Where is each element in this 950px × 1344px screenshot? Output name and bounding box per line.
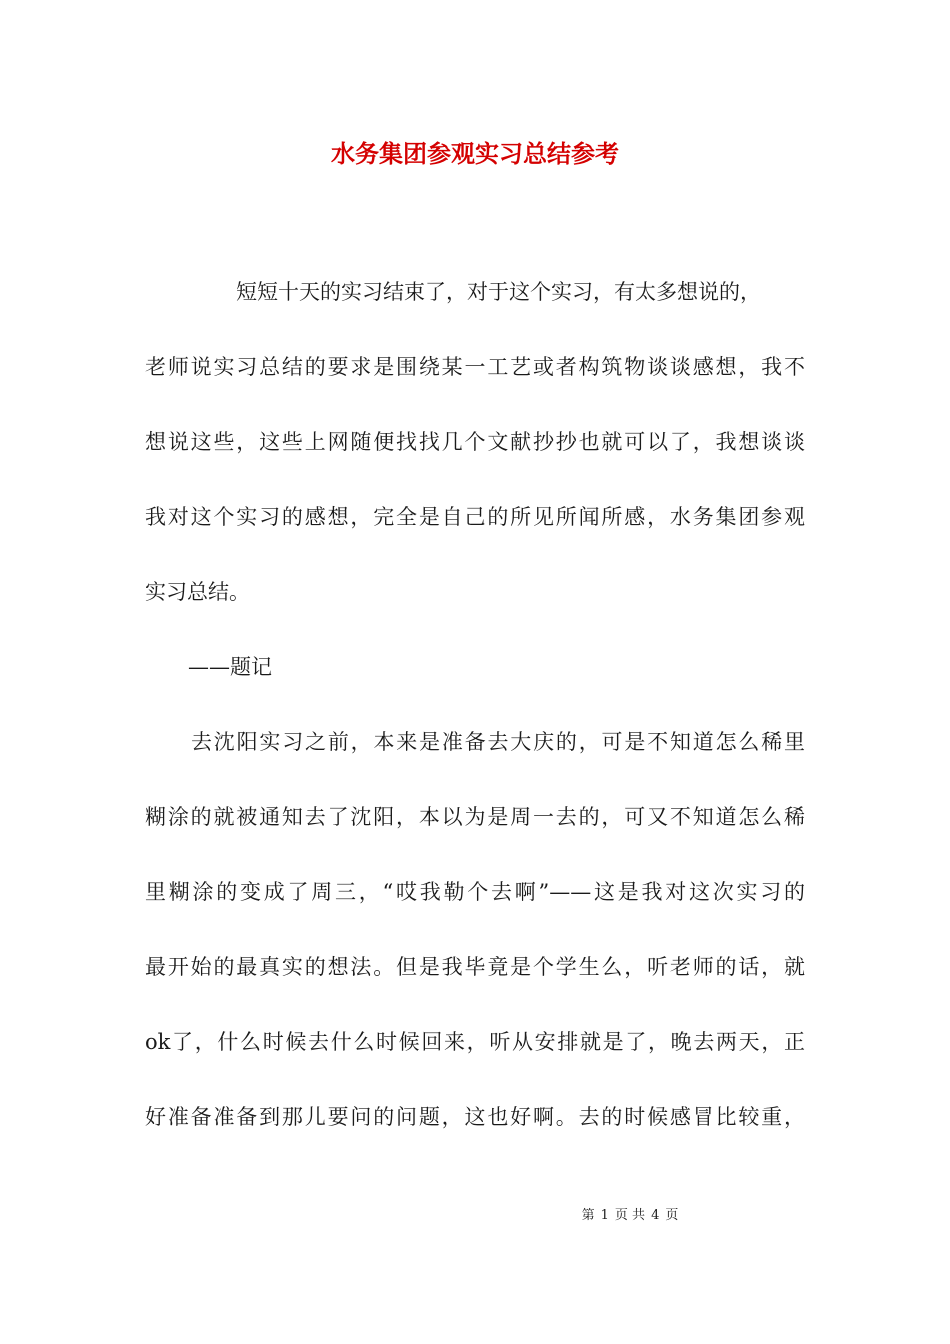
paragraph-line: 想说这些，这些上网随便找找几个文献抄抄也就可以了，我想谈谈 <box>145 430 805 454</box>
paragraph-line: 里糊涂的变成了周三，“哎我勒个去啊”——这是我对这次实习的 <box>145 880 805 904</box>
footer-middle: 页 共 <box>614 1208 646 1223</box>
paragraph-line: 短短十天的实习结束了，对于这个实习，有太多想说的， <box>236 280 761 304</box>
paragraph-line: 糊涂的就被通知去了沈阳，本以为是周一去的，可又不知道怎么稀 <box>145 805 805 829</box>
paragraph-line: 去沈阳实习之前，本来是准备去大庆的，可是不知道怎么稀里 <box>191 730 805 754</box>
footer-suffix: 页 <box>665 1208 679 1223</box>
paragraph-line: 最开始的最真实的想法。但是我毕竟是个学生么，听老师的话，就 <box>145 955 805 979</box>
paragraph-line: 实习总结。 <box>145 580 250 604</box>
page-footer <box>0 1206 950 1226</box>
footer-prefix: 第 <box>581 1208 595 1223</box>
page-title: 水务集团参观实习总结参考 <box>331 139 619 168</box>
footer-total-pages: 4 <box>651 1208 660 1223</box>
footer-current-page: 1 <box>600 1208 609 1223</box>
paragraph-line: 老师说实习总结的要求是围绕某一工艺或者构筑物谈谈感想，我不 <box>145 355 805 379</box>
paragraph-line: ok了，什么时候去什么时候回来，听从安排就是了，晚去两天，正 <box>145 1030 805 1054</box>
paragraph-line: 我对这个实习的感想，完全是自己的所见所闻所感，水务集团参观 <box>145 505 805 529</box>
epigraph-attribution: ——题记 <box>188 655 272 679</box>
paragraph-line: 好准备准备到那儿要问的问题，这也好啊。去的时候感冒比较重， <box>145 1105 805 1129</box>
